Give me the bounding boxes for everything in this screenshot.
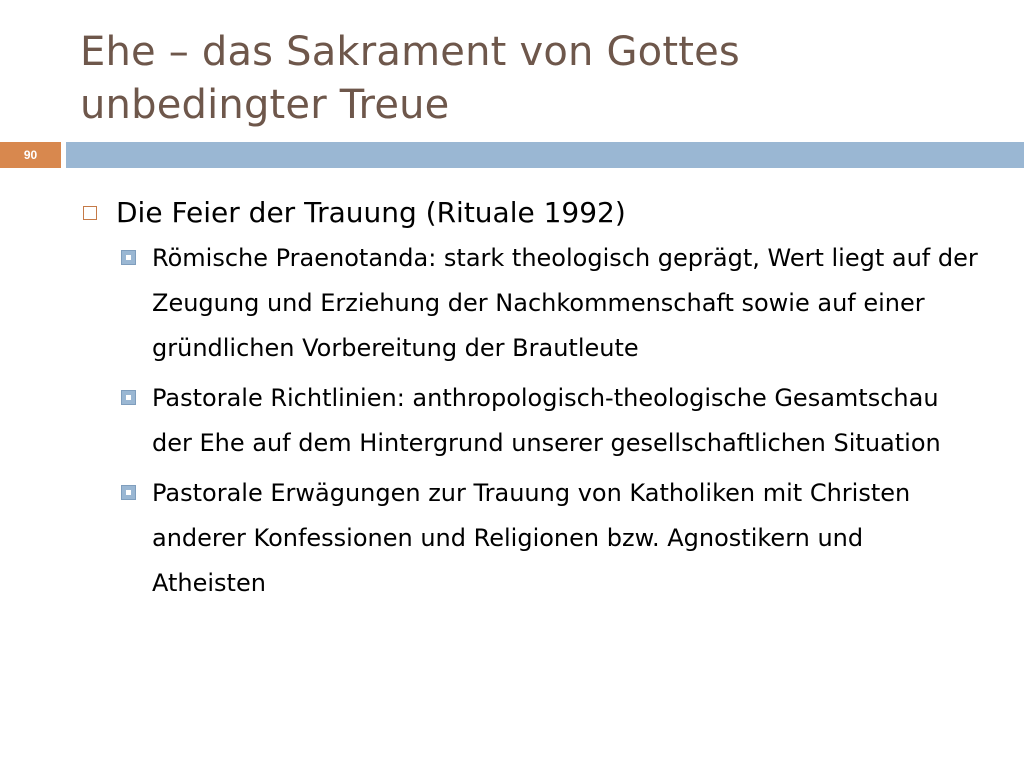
slide-content [80,190,980,611]
slide-title-line-2: unbedingter Treue [80,82,450,128]
hollow-square-bullet-icon [83,206,97,220]
sub-bullet-item [116,471,980,606]
bullet-heading-text: Die Feier der Trauung (Rituale 1992) [116,196,626,229]
sub-bullet-text: Römische Praenotanda: stark theologisch geprägt, Wert liegt auf der Zeugung und Erziehung der Nachkommenschaft sowie auf einer gründlichen Vorbereitung der Brautleute [152,244,978,362]
square-bullet-icon [121,390,136,405]
square-bullet-icon [121,250,136,265]
sub-bullet-item [116,376,980,466]
sub-bullet-item [116,236,980,371]
slide-title [80,26,980,132]
slide-title-line-1: Ehe – das Sakrament von Gottes [80,29,740,75]
title-divider-bar [66,142,1024,168]
sub-bullet-text: Pastorale Richtlinien: anthropologisch-theologische Gesamtschau der Ehe auf dem Hintergrund unserer gesellschaftlichen Situation [152,384,941,457]
slide-number: 90 [0,142,61,168]
bullet-level-1 [80,190,980,236]
sub-bullet-text: Pastorale Erwägungen zur Trauung von Katholiken mit Christen anderer Konfessionen und Religionen bzw. Agnostikern und Atheisten [152,479,911,597]
square-bullet-icon [121,485,136,500]
